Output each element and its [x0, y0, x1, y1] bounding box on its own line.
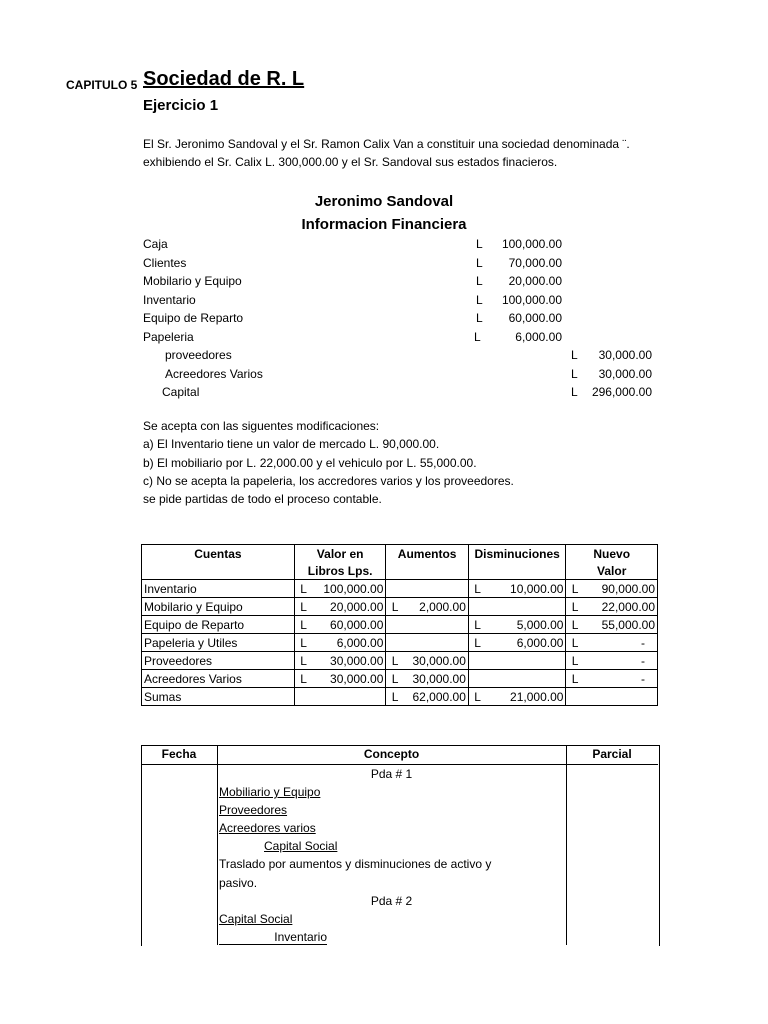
col-cuentas: Cuentas	[142, 545, 295, 563]
table-row	[142, 670, 658, 688]
entry1-debit-3: Acreedores varios	[219, 821, 316, 835]
liability-currency: L	[571, 366, 578, 381]
liability-amount: 296,000.00	[591, 385, 652, 399]
modification-line: Se acepta con las siguentes modificaciones:	[143, 419, 380, 433]
nuevo-cell: L -	[566, 670, 658, 688]
intro-line-2: exhibiendo el Sr. Calix L. 300,000.00 y el Sr. Sandoval sus estados finacieros.	[143, 155, 558, 169]
liability-currency: L	[571, 385, 578, 399]
valor-cell: L 20,000.00	[294, 598, 386, 616]
cuenta-cell: Mobilario y Equipo	[142, 598, 295, 616]
nuevo-cell: L 22,000.00	[566, 598, 658, 616]
aumento-cell	[386, 580, 468, 598]
cuenta-cell: Acreedores Varios	[142, 670, 295, 688]
modification-line: c) No se acepta la papeleria, los accredores varios y los proveedores.	[143, 473, 514, 488]
valor-cell: L 60,000.00	[294, 616, 386, 634]
exercise-heading: Ejercicio 1	[143, 97, 219, 114]
adjustment-table	[141, 544, 658, 706]
aumento-cell: L 30,000.00	[386, 652, 468, 670]
statement-subtitle: Informacion Financiera	[301, 216, 467, 233]
col-nuevo-line2: Valor	[566, 562, 658, 580]
asset-currency: L	[476, 237, 483, 251]
col-disminuciones: Disminuciones	[468, 545, 566, 563]
valor-cell: L 30,000.00	[294, 652, 386, 670]
asset-amount: 60,000.00	[508, 311, 562, 325]
modification-line: a) El Inventario tiene un valor de mercado L. 90,000.00.	[143, 437, 440, 452]
page-title: Sociedad de R. L	[143, 68, 305, 90]
nuevo-cell: L -	[566, 634, 658, 652]
cuenta-cell: Papeleria y Utiles	[142, 634, 295, 652]
entry2-debit: Capital Social	[219, 912, 293, 926]
asset-label: Papeleria	[143, 329, 194, 344]
aumento-cell: L 2,000.00	[386, 598, 468, 616]
valor-cell: L 30,000.00	[294, 670, 386, 688]
modification-line: b) El mobiliario por L. 22,000.00 y el vehiculo por L. 55,000.00.	[143, 455, 477, 470]
disminucion-cell: L 10,000.00	[468, 580, 566, 598]
aumento-cell: L 30,000.00	[386, 670, 468, 688]
asset-amount: 20,000.00	[508, 274, 562, 288]
statement-name: Jeronimo Sandoval	[314, 193, 454, 210]
asset-currency: L	[476, 311, 483, 325]
totals-disminuciones: 21,000.00	[510, 689, 564, 704]
col-aumentos: Aumentos	[386, 545, 468, 563]
disminucion-cell: L 6,000.00	[468, 634, 566, 652]
valor-cell: L 100,000.00	[294, 580, 386, 598]
table-row	[142, 634, 658, 652]
nuevo-cell: L -	[566, 652, 658, 670]
aumento-cell	[386, 616, 468, 634]
cuenta-cell: Proveedores	[142, 652, 295, 670]
asset-currency: L	[476, 292, 483, 307]
asset-label: Clientes	[143, 255, 187, 270]
col-nuevo: Nuevo	[566, 545, 658, 563]
entry1-note-1: Traslado por aumentos y disminuciones de activo y	[219, 857, 492, 871]
asset-amount: 100,000.00	[501, 292, 562, 307]
table-row	[142, 598, 658, 616]
entry1-debit-1: Mobiliario y Equipo	[219, 785, 321, 799]
asset-currency: L	[476, 274, 483, 288]
totals-label: Sumas	[142, 688, 295, 706]
asset-currency: L	[474, 329, 481, 344]
disminucion-cell: L 5,000.00	[468, 616, 566, 634]
asset-amount: 100,000.00	[501, 237, 562, 251]
asset-amount: 6,000.00	[515, 329, 562, 344]
intro-line-1: El Sr. Jeronimo Sandoval y el Sr. Ramon Calix Van a constituir una sociedad denominada ¨.	[143, 137, 630, 151]
chapter-label: CAPITULO 5	[66, 78, 138, 92]
asset-label: Mobilario y Equipo	[143, 274, 242, 288]
journal-col-parcial: Parcial	[592, 747, 632, 761]
table-row	[142, 580, 658, 598]
nuevo-cell: L 55,000.00	[566, 616, 658, 634]
table-row	[142, 616, 658, 634]
asset-label: Caja	[143, 237, 168, 251]
entry2-title: Pda # 2	[370, 894, 413, 908]
asset-label: Inventario	[143, 292, 196, 307]
entry1-note-2: pasivo.	[219, 876, 258, 890]
liability-amount: 30,000.00	[598, 348, 652, 362]
asset-amount: 70,000.00	[508, 255, 562, 270]
liability-amount: 30,000.00	[598, 366, 652, 381]
entry1-debit-2: Proveedores	[219, 803, 288, 817]
valor-cell: L 6,000.00	[294, 634, 386, 652]
modification-line: se pide partidas de todo el proceso contable.	[143, 492, 382, 507]
nuevo-cell: L 90,000.00	[566, 580, 658, 598]
liability-label: Capital	[162, 385, 200, 399]
col-valor-line2: Libros Lps.	[294, 562, 386, 580]
journal-col-concepto: Concepto	[363, 747, 420, 761]
liability-label: proveedores	[165, 348, 232, 362]
col-valor: Valor en	[294, 545, 386, 563]
cuenta-cell: Equipo de Reparto	[142, 616, 295, 634]
asset-label: Equipo de Reparto	[143, 311, 244, 325]
cuenta-cell: Inventario	[142, 580, 295, 598]
disminucion-cell	[468, 670, 566, 688]
table-row	[142, 652, 658, 670]
liability-currency: L	[571, 348, 578, 362]
liability-label: Acreedores Varios	[165, 366, 263, 381]
entry1-credit: Capital Social	[264, 839, 338, 853]
totals-row: Sumas L 62,000.00 L 21,000.00	[142, 688, 658, 706]
disminucion-cell	[468, 598, 566, 616]
journal-col-fecha: Fecha	[161, 747, 197, 761]
asset-currency: L	[476, 255, 483, 270]
aumento-cell	[386, 634, 468, 652]
disminucion-cell	[468, 652, 566, 670]
totals-aumentos: 62,000.00	[412, 689, 466, 704]
entry1-title: Pda # 1	[370, 767, 413, 781]
entry2-credit: Inventario	[219, 930, 327, 945]
